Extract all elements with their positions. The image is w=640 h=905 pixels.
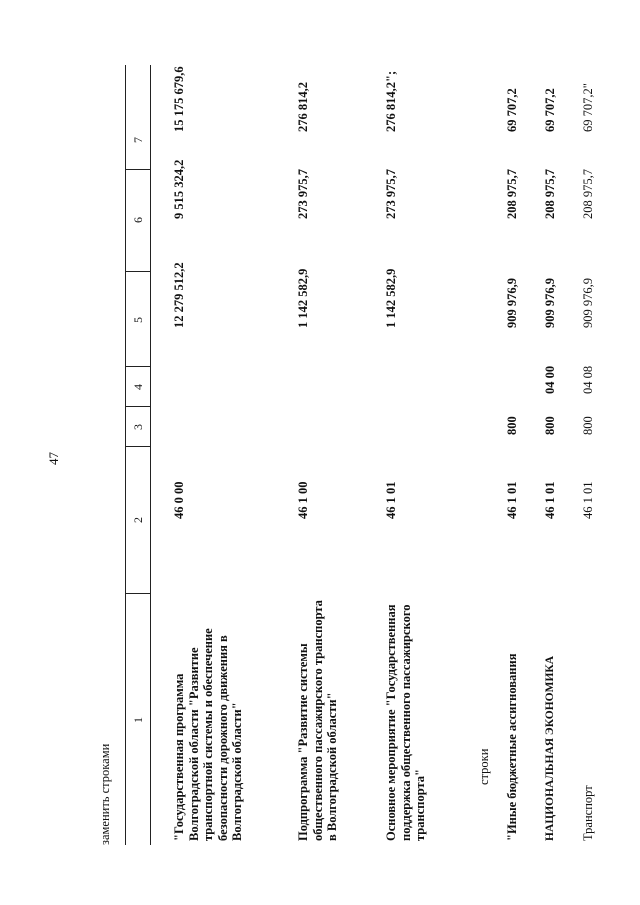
row-3-col7: 276 814,2"; xyxy=(384,70,398,132)
page-number: 47 xyxy=(46,452,61,465)
column-number-4: 4 xyxy=(131,384,145,390)
column-number-7: 7 xyxy=(131,137,145,143)
rows-label: строки xyxy=(477,748,491,785)
row-5-col3: 800 xyxy=(543,416,557,435)
table-header-rule xyxy=(150,65,151,845)
row-1-col5: 12 279 512,2 xyxy=(172,262,186,328)
row-3-col2: 46 1 01 xyxy=(384,481,398,519)
row-6-col3: 800 xyxy=(581,416,595,435)
column-number-6: 6 xyxy=(131,217,145,223)
row-5-name: НАЦИОНАЛЬНАЯ ЭКОНОМИКА xyxy=(544,655,556,841)
row-4-col7: 69 707,2 xyxy=(505,88,519,132)
column-number-5: 5 xyxy=(131,317,145,323)
row-3-name: Основное мероприятие "Государственная поддержка общественного пассажирского транспорта" xyxy=(384,604,427,841)
row-6-col4: 04 08 xyxy=(581,365,595,394)
row-2-col2: 46 1 00 xyxy=(296,481,310,519)
column-separator xyxy=(125,169,150,170)
column-separator xyxy=(125,406,150,407)
row-4-col6: 208 975,7 xyxy=(505,169,519,219)
row-2-name: Подпрограмма "Развитие системы общественного пассажирского транспорта в Волгоградской области" xyxy=(296,600,339,841)
row-5-col6: 208 975,7 xyxy=(543,169,557,219)
row-1-col6: 9 515 324,2 xyxy=(172,159,186,219)
column-separator xyxy=(125,271,150,272)
row-1-col7: 15 175 679,6 xyxy=(172,66,186,132)
column-separator xyxy=(125,593,150,594)
row-6-name: Транспорт xyxy=(581,785,595,841)
row-2-col5: 1 142 582,9 xyxy=(296,268,310,328)
row-5-col4: 04 00 xyxy=(543,365,557,394)
row-6-col2: 46 1 01 xyxy=(581,481,595,519)
row-1-col2: 46 0 00 xyxy=(172,481,186,519)
row-5-col2: 46 1 01 xyxy=(543,481,557,519)
row-2-col6: 273 975,7 xyxy=(296,169,310,219)
row-3-col5: 1 142 582,9 xyxy=(384,268,398,328)
row-6-col6: 208 975,7 xyxy=(581,169,595,219)
row-5-col7: 69 707,2 xyxy=(543,88,557,132)
row-4-col2: 46 1 01 xyxy=(505,481,519,519)
column-number-1: 1 xyxy=(131,717,145,723)
row-3-col6: 273 975,7 xyxy=(384,169,398,219)
row-6-col5: 909 976,9 xyxy=(581,278,595,328)
column-separator xyxy=(125,366,150,367)
row-4-name: "Иные бюджетные ассигнования xyxy=(505,653,519,841)
column-number-2: 2 xyxy=(131,517,145,523)
column-number-3: 3 xyxy=(131,424,145,430)
column-separator xyxy=(125,446,150,447)
row-4-col5: 909 976,9 xyxy=(505,278,519,328)
row-5-col5: 909 976,9 xyxy=(543,278,557,328)
row-4-col3: 800 xyxy=(505,416,519,435)
intro-text: заменить строками xyxy=(98,743,112,845)
row-6-col7: 69 707,2" xyxy=(581,83,595,132)
table-top-rule xyxy=(125,65,126,845)
row-1-name: "Государственная программа Волгоградской области "Развитие транспортной системы и обеспечение безопасности дорожного движения в Волгоградской области" xyxy=(172,628,244,841)
row-2-col7: 276 814,2 xyxy=(296,82,310,132)
